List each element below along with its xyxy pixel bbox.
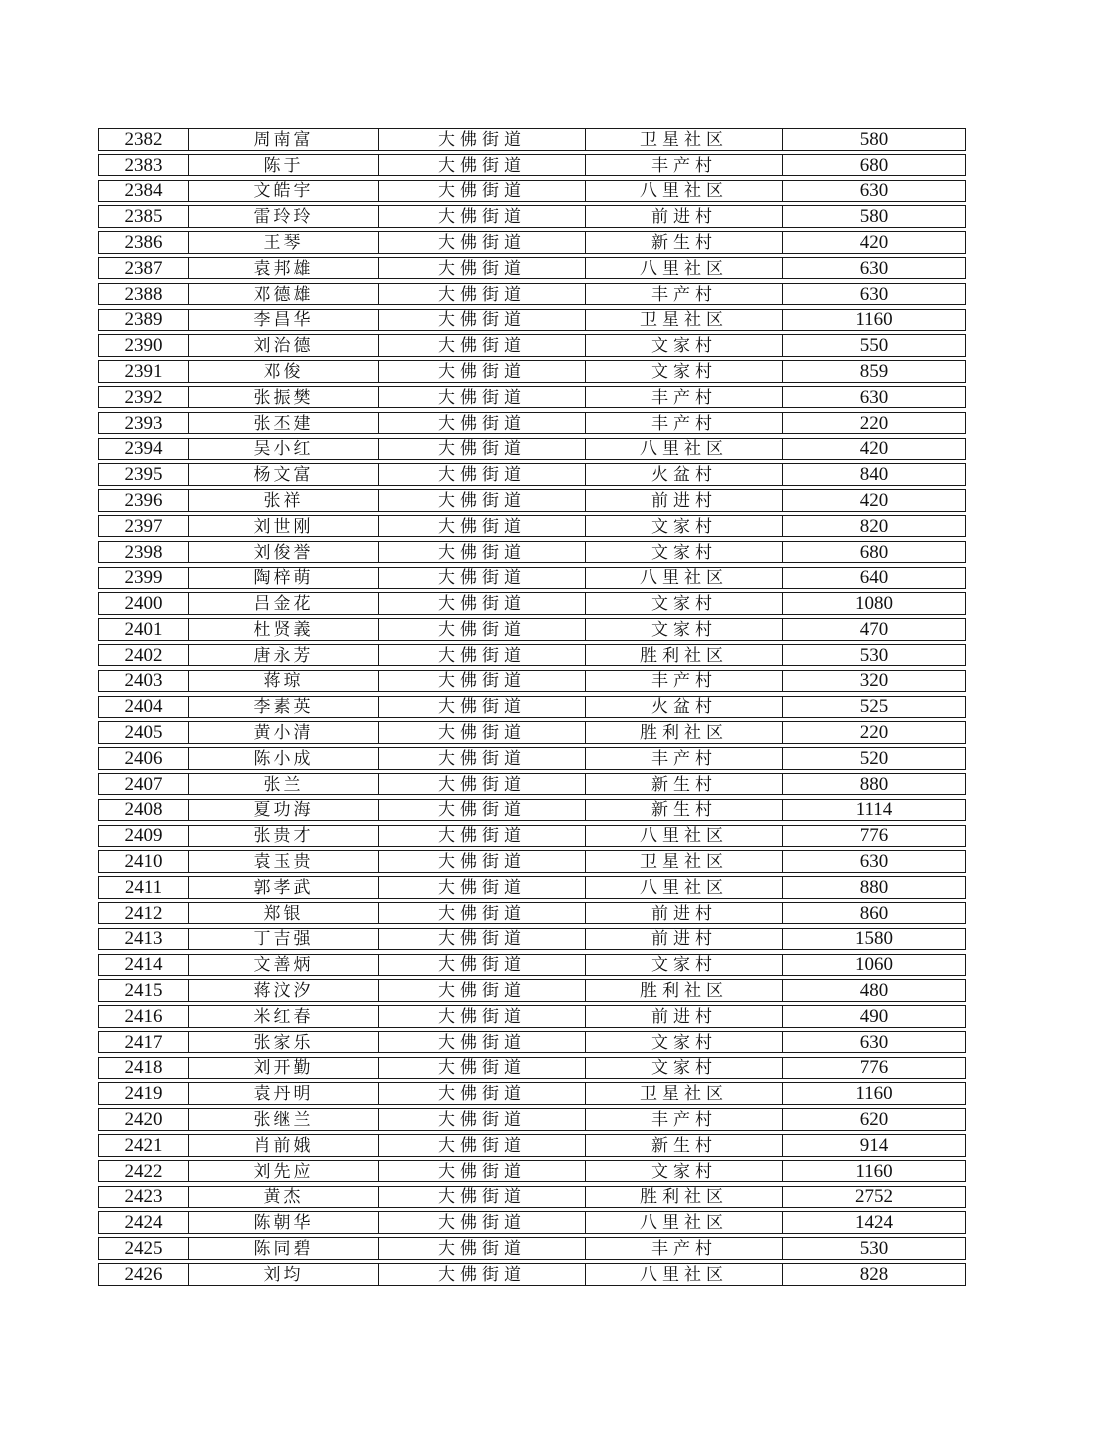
cell-amount: 680 <box>859 154 889 176</box>
cell-street: 大佛街道 <box>379 826 586 847</box>
cell-serial: 2414 <box>99 955 189 976</box>
table-row <box>98 618 966 641</box>
cell-amount: 580 <box>859 129 889 150</box>
cell-amount: 420 <box>859 232 889 253</box>
cell-name: 肖前娥 <box>189 1135 379 1156</box>
cell-street: 大佛街道 <box>379 232 586 253</box>
cell-amount: 880 <box>859 773 889 795</box>
cell-name: 文善炳 <box>189 955 379 976</box>
cell-street: 大佛街道 <box>379 877 586 898</box>
cell-amount: 1424 <box>855 1212 893 1233</box>
table-row <box>98 438 966 461</box>
cell-name: 张丕建 <box>189 413 379 434</box>
cell-amount: 640 <box>859 567 889 589</box>
cell-name: 邓德雄 <box>189 284 379 305</box>
cell-street: 大佛街道 <box>379 774 586 795</box>
cell-serial: 2385 <box>99 206 189 227</box>
cell-village: 文家村 <box>586 593 783 614</box>
cell-street: 大佛街道 <box>379 748 586 769</box>
cell-name: 夏功海 <box>189 800 379 821</box>
cell-village: 八里社区 <box>586 826 783 847</box>
cell-amount: 859 <box>859 361 889 382</box>
table-row <box>98 1005 966 1028</box>
table-row <box>98 696 966 719</box>
cell-amount: 490 <box>859 1006 889 1027</box>
cell-village: 火盆村 <box>586 697 783 718</box>
cell-name: 吕金花 <box>189 593 379 614</box>
cell-village: 丰产村 <box>586 155 783 176</box>
cell-street: 大佛街道 <box>379 258 586 279</box>
cell-street: 大佛街道 <box>379 593 586 614</box>
cell-street: 大佛街道 <box>379 929 586 950</box>
cell-serial: 2388 <box>99 284 189 305</box>
cell-amount: 525 <box>859 696 889 718</box>
cell-serial: 2382 <box>99 129 189 150</box>
cell-village: 八里社区 <box>586 877 783 898</box>
table-row <box>98 515 966 538</box>
cell-street: 大佛街道 <box>379 155 586 176</box>
cell-amount: 840 <box>859 464 889 485</box>
cell-street: 大佛街道 <box>379 1135 586 1156</box>
cell-amount: 630 <box>859 386 889 408</box>
cell-village: 丰产村 <box>586 284 783 305</box>
cell-street: 大佛街道 <box>379 645 586 666</box>
cell-village: 丰产村 <box>586 1238 783 1259</box>
table-row <box>98 1211 966 1234</box>
cell-village: 八里社区 <box>586 181 783 202</box>
cell-serial: 2411 <box>99 877 189 898</box>
cell-name: 刘世刚 <box>189 516 379 537</box>
cell-serial: 2393 <box>99 413 189 434</box>
cell-street: 大佛街道 <box>379 387 586 408</box>
cell-amount: 914 <box>859 1135 889 1156</box>
cell-street: 大佛街道 <box>379 955 586 976</box>
cell-amount: 530 <box>859 1238 889 1259</box>
cell-amount: 1160 <box>855 1083 893 1104</box>
cell-name: 王琴 <box>189 232 379 253</box>
cell-amount: 420 <box>859 490 889 511</box>
cell-name: 张家乐 <box>189 1032 379 1053</box>
cell-name: 郑银 <box>189 903 379 924</box>
cell-village: 文家村 <box>586 335 783 356</box>
cell-serial: 2415 <box>99 980 189 1001</box>
cell-village: 文家村 <box>586 955 783 976</box>
cell-village: 火盆村 <box>586 464 783 485</box>
cell-serial: 2403 <box>99 671 189 692</box>
cell-name: 张祥 <box>189 490 379 511</box>
cell-street: 大佛街道 <box>379 1032 586 1053</box>
table-row <box>98 489 966 512</box>
cell-village: 八里社区 <box>586 568 783 589</box>
cell-serial: 2395 <box>99 464 189 485</box>
cell-serial: 2421 <box>99 1135 189 1156</box>
cell-name: 吴小红 <box>189 439 379 460</box>
table-row <box>98 1031 966 1054</box>
cell-street: 大佛街道 <box>379 851 586 872</box>
cell-serial: 2410 <box>99 851 189 872</box>
table-row <box>98 721 966 744</box>
cell-serial: 2406 <box>99 748 189 769</box>
cell-serial: 2399 <box>99 568 189 589</box>
cell-serial: 2425 <box>99 1238 189 1259</box>
cell-amount: 630 <box>859 180 889 202</box>
cell-serial: 2404 <box>99 697 189 718</box>
cell-serial: 2392 <box>99 387 189 408</box>
cell-village: 丰产村 <box>586 387 783 408</box>
cell-village: 新生村 <box>586 1135 783 1156</box>
table-row <box>98 1160 966 1183</box>
cell-amount: 320 <box>859 670 889 692</box>
cell-name: 李素英 <box>189 697 379 718</box>
table-row <box>98 205 966 228</box>
cell-name: 袁丹明 <box>189 1083 379 1104</box>
cell-village: 新生村 <box>586 232 783 253</box>
cell-amount: 776 <box>859 825 889 847</box>
cell-amount: 630 <box>859 257 889 279</box>
cell-name: 蒋汶汐 <box>189 980 379 1001</box>
table-row <box>98 773 966 796</box>
cell-street: 大佛街道 <box>379 697 586 718</box>
cell-village: 八里社区 <box>586 1212 783 1233</box>
table-row <box>98 1082 966 1105</box>
cell-village: 文家村 <box>586 1032 783 1053</box>
table-row <box>98 180 966 203</box>
cell-amount: 220 <box>859 412 889 434</box>
cell-amount: 630 <box>859 1031 889 1053</box>
cell-amount: 220 <box>859 722 889 743</box>
cell-serial: 2386 <box>99 232 189 253</box>
cell-amount: 470 <box>859 619 889 640</box>
cell-amount: 620 <box>859 1109 889 1130</box>
cell-name: 周南富 <box>189 129 379 150</box>
table-row <box>98 1237 966 1260</box>
cell-village: 胜利社区 <box>586 980 783 1001</box>
cell-amount: 680 <box>859 541 889 563</box>
cell-serial: 2420 <box>99 1109 189 1130</box>
cell-amount: 860 <box>859 902 889 924</box>
cell-street: 大佛街道 <box>379 1161 586 1182</box>
cell-village: 新生村 <box>586 774 783 795</box>
cell-village: 八里社区 <box>586 258 783 279</box>
cell-village: 丰产村 <box>586 671 783 692</box>
table-row <box>98 1186 966 1209</box>
cell-street: 大佛街道 <box>379 542 586 563</box>
cell-serial: 2409 <box>99 826 189 847</box>
cell-amount: 820 <box>859 515 889 537</box>
cell-village: 卫星社区 <box>586 310 783 331</box>
cell-serial: 2402 <box>99 645 189 666</box>
cell-street: 大佛街道 <box>379 1109 586 1130</box>
cell-serial: 2417 <box>99 1032 189 1053</box>
cell-name: 黄杰 <box>189 1187 379 1208</box>
table-row <box>98 412 966 435</box>
cell-name: 袁玉贵 <box>189 851 379 872</box>
table-row <box>98 954 966 977</box>
cell-serial: 2397 <box>99 516 189 537</box>
cell-serial: 2418 <box>99 1058 189 1079</box>
cell-amount: 1080 <box>855 593 893 614</box>
table-row <box>98 876 966 899</box>
table-row <box>98 1263 966 1286</box>
cell-serial: 2408 <box>99 800 189 821</box>
table-row <box>98 825 966 848</box>
cell-village: 丰产村 <box>586 748 783 769</box>
cell-village: 文家村 <box>586 516 783 537</box>
cell-street: 大佛街道 <box>379 335 586 356</box>
cell-serial: 2424 <box>99 1212 189 1233</box>
table-row <box>98 644 966 667</box>
cell-amount: 530 <box>859 644 889 666</box>
cell-amount: 1160 <box>855 1160 893 1182</box>
cell-village: 文家村 <box>586 542 783 563</box>
cell-street: 大佛街道 <box>379 1006 586 1027</box>
cell-serial: 2407 <box>99 774 189 795</box>
cell-village: 八里社区 <box>586 1264 783 1285</box>
cell-amount: 776 <box>859 1057 889 1079</box>
cell-village: 前进村 <box>586 490 783 511</box>
cell-street: 大佛街道 <box>379 903 586 924</box>
table-row <box>98 154 966 177</box>
table-row <box>98 386 966 409</box>
cell-street: 大佛街道 <box>379 361 586 382</box>
cell-amount: 1060 <box>855 954 893 975</box>
table-row <box>98 799 966 822</box>
cell-amount: 1160 <box>855 309 893 331</box>
cell-village: 卫星社区 <box>586 1083 783 1104</box>
cell-name: 张继兰 <box>189 1109 379 1130</box>
cell-serial: 2383 <box>99 155 189 176</box>
cell-village: 文家村 <box>586 1161 783 1182</box>
cell-name: 文皓宇 <box>189 181 379 202</box>
cell-serial: 2400 <box>99 593 189 614</box>
cell-street: 大佛街道 <box>379 800 586 821</box>
cell-name: 邓俊 <box>189 361 379 382</box>
table-row <box>98 592 966 615</box>
cell-serial: 2423 <box>99 1187 189 1208</box>
cell-name: 陈同碧 <box>189 1238 379 1259</box>
cell-name: 蒋琼 <box>189 671 379 692</box>
cell-street: 大佛街道 <box>379 129 586 150</box>
cell-name: 刘俊誉 <box>189 542 379 563</box>
cell-street: 大佛街道 <box>379 1083 586 1104</box>
cell-name: 张振樊 <box>189 387 379 408</box>
cell-name: 唐永芳 <box>189 645 379 666</box>
cell-amount: 630 <box>859 851 889 872</box>
cell-street: 大佛街道 <box>379 568 586 589</box>
cell-name: 陈于 <box>189 155 379 176</box>
table-row <box>98 1057 966 1080</box>
cell-street: 大佛街道 <box>379 980 586 1001</box>
cell-street: 大佛街道 <box>379 516 586 537</box>
cell-village: 胜利社区 <box>586 722 783 743</box>
cell-street: 大佛街道 <box>379 464 586 485</box>
cell-name: 米红春 <box>189 1006 379 1027</box>
table-row <box>98 360 966 383</box>
cell-name: 陈小成 <box>189 748 379 769</box>
cell-village: 文家村 <box>586 361 783 382</box>
cell-village: 前进村 <box>586 903 783 924</box>
cell-street: 大佛街道 <box>379 439 586 460</box>
table-row <box>98 979 966 1002</box>
cell-village: 胜利社区 <box>586 645 783 666</box>
cell-serial: 2405 <box>99 722 189 743</box>
cell-serial: 2412 <box>99 903 189 924</box>
cell-name: 丁吉强 <box>189 929 379 950</box>
cell-serial: 2401 <box>99 619 189 640</box>
cell-street: 大佛街道 <box>379 1238 586 1259</box>
cell-street: 大佛街道 <box>379 490 586 511</box>
cell-street: 大佛街道 <box>379 1187 586 1208</box>
cell-serial: 2413 <box>99 929 189 950</box>
cell-name: 刘先应 <box>189 1161 379 1182</box>
cell-name: 刘治德 <box>189 335 379 356</box>
cell-street: 大佛街道 <box>379 1058 586 1079</box>
cell-street: 大佛街道 <box>379 722 586 743</box>
cell-amount: 1114 <box>855 799 893 821</box>
table-row <box>98 670 966 693</box>
cell-name: 李昌华 <box>189 310 379 331</box>
cell-name: 张兰 <box>189 774 379 795</box>
cell-serial: 2426 <box>99 1264 189 1285</box>
cell-village: 丰产村 <box>586 413 783 434</box>
cell-village: 新生村 <box>586 800 783 821</box>
cell-village: 文家村 <box>586 619 783 640</box>
table-row <box>98 928 966 951</box>
cell-village: 前进村 <box>586 1006 783 1027</box>
cell-village: 八里社区 <box>586 439 783 460</box>
cell-village: 文家村 <box>586 1058 783 1079</box>
table-row <box>98 231 966 254</box>
cell-name: 雷玲玲 <box>189 206 379 227</box>
table-row <box>98 902 966 925</box>
cell-village: 丰产村 <box>586 1109 783 1130</box>
cell-street: 大佛街道 <box>379 310 586 331</box>
cell-name: 陶梓萌 <box>189 568 379 589</box>
cell-serial: 2419 <box>99 1083 189 1104</box>
cell-name: 刘开勤 <box>189 1058 379 1079</box>
cell-name: 袁邦雄 <box>189 258 379 279</box>
cell-amount: 880 <box>859 877 889 898</box>
cell-street: 大佛街道 <box>379 206 586 227</box>
cell-village: 前进村 <box>586 929 783 950</box>
cell-village: 前进村 <box>586 206 783 227</box>
cell-name: 杜贤義 <box>189 619 379 640</box>
cell-amount: 630 <box>859 283 889 305</box>
table-row <box>98 567 966 590</box>
cell-amount: 480 <box>859 980 889 1001</box>
cell-serial: 2396 <box>99 490 189 511</box>
cell-serial: 2391 <box>99 361 189 382</box>
cell-amount: 2752 <box>855 1186 893 1208</box>
table-row <box>98 850 966 873</box>
cell-name: 陈朝华 <box>189 1212 379 1233</box>
cell-street: 大佛街道 <box>379 671 586 692</box>
cell-amount: 1580 <box>855 928 893 950</box>
cell-name: 刘均 <box>189 1264 379 1285</box>
table-row <box>98 309 966 332</box>
cell-serial: 2416 <box>99 1006 189 1027</box>
cell-name: 黄小清 <box>189 722 379 743</box>
cell-name: 郭孝武 <box>189 877 379 898</box>
cell-serial: 2387 <box>99 258 189 279</box>
cell-village: 卫星社区 <box>586 129 783 150</box>
cell-street: 大佛街道 <box>379 413 586 434</box>
table-row <box>98 283 966 306</box>
cell-street: 大佛街道 <box>379 1264 586 1285</box>
cell-village: 胜利社区 <box>586 1187 783 1208</box>
cell-amount: 580 <box>859 206 889 227</box>
cell-serial: 2394 <box>99 439 189 460</box>
cell-serial: 2384 <box>99 181 189 202</box>
cell-name: 杨文富 <box>189 464 379 485</box>
table-row <box>98 463 966 486</box>
records-table <box>98 128 966 1286</box>
table-row <box>98 257 966 280</box>
table-row <box>98 541 966 564</box>
cell-amount: 550 <box>859 335 889 356</box>
table-row <box>98 747 966 770</box>
cell-amount: 828 <box>859 1264 889 1285</box>
cell-serial: 2389 <box>99 310 189 331</box>
cell-village: 卫星社区 <box>586 851 783 872</box>
cell-street: 大佛街道 <box>379 619 586 640</box>
cell-street: 大佛街道 <box>379 181 586 202</box>
cell-street: 大佛街道 <box>379 284 586 305</box>
cell-amount: 420 <box>859 438 889 460</box>
cell-serial: 2422 <box>99 1161 189 1182</box>
cell-serial: 2398 <box>99 542 189 563</box>
table-row <box>98 1108 966 1131</box>
cell-name: 张贵才 <box>189 826 379 847</box>
table-row <box>98 334 966 357</box>
table-row <box>98 128 966 151</box>
cell-street: 大佛街道 <box>379 1212 586 1233</box>
cell-amount: 520 <box>859 748 889 769</box>
cell-serial: 2390 <box>99 335 189 356</box>
table-row <box>98 1134 966 1157</box>
